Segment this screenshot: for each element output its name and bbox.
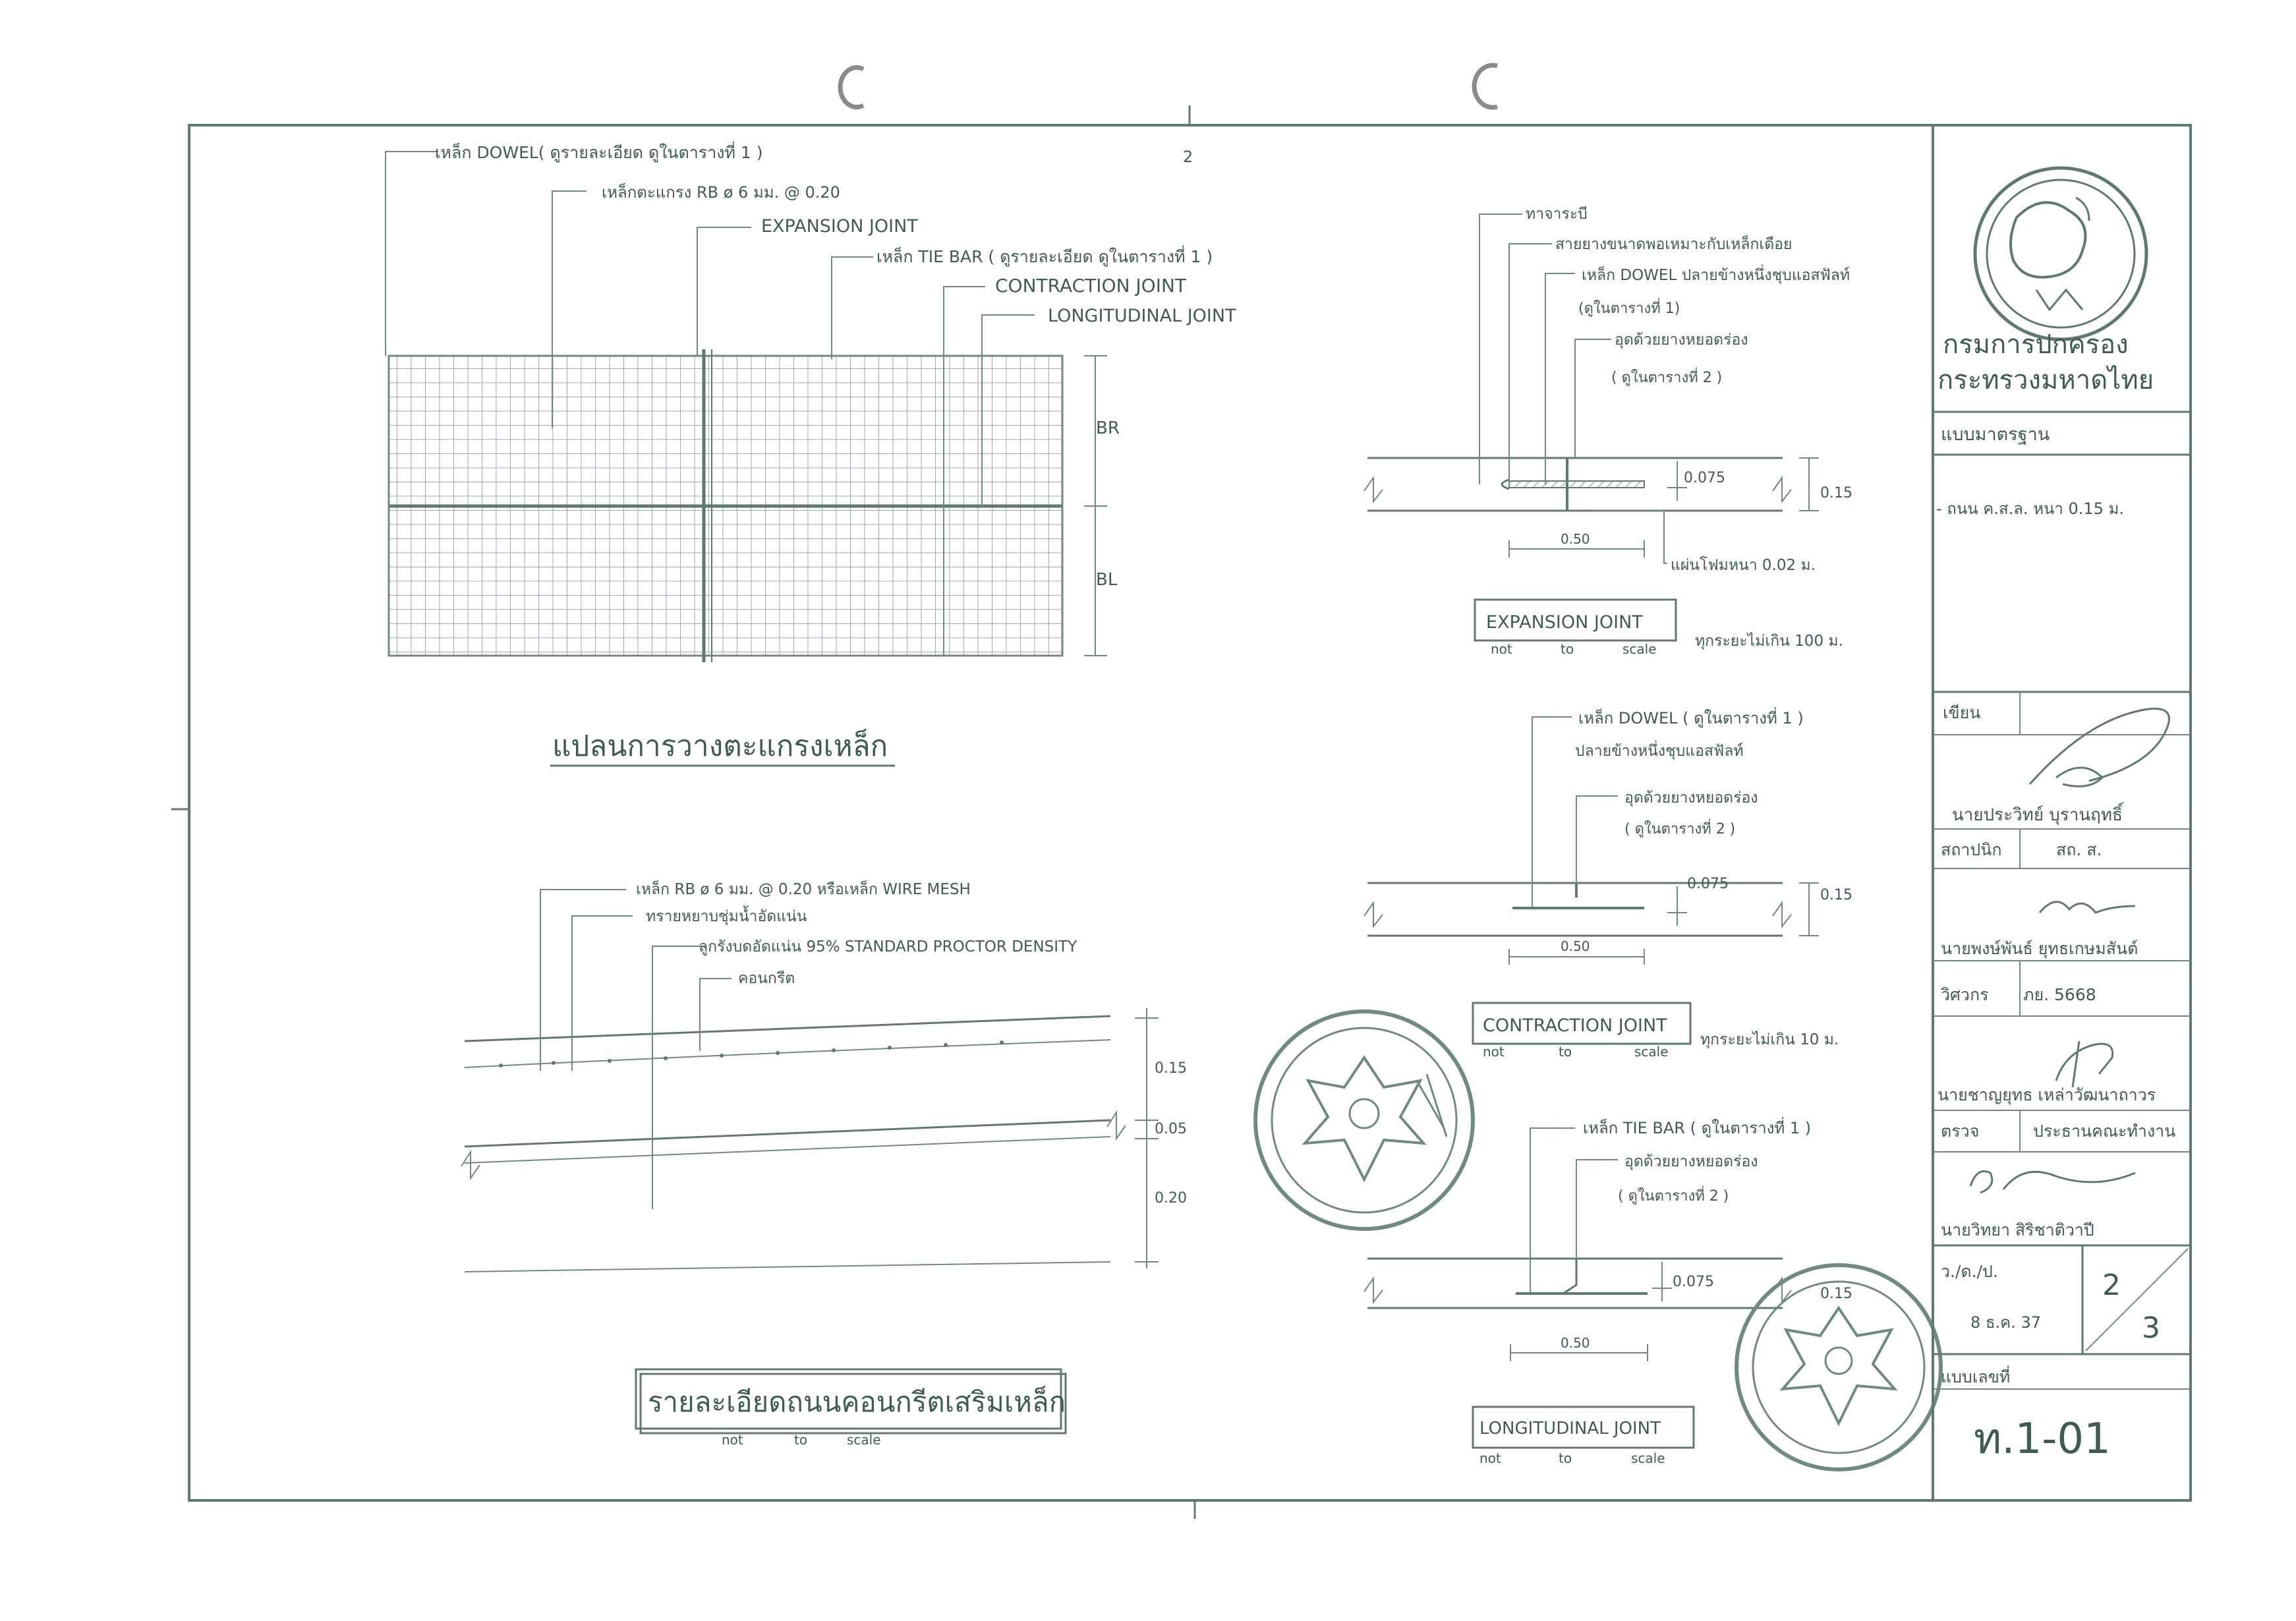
- designer-label: เขียน: [1943, 703, 1981, 722]
- architect-value: สถ. ส.: [2056, 840, 2102, 859]
- concrete-top-line: [465, 1016, 1110, 1041]
- section-dim-1: 0.05: [1155, 1121, 1187, 1137]
- lon-label-seal: อุดด้วยยางหยอดร่อง: [1624, 1153, 1758, 1170]
- exp-dim-len: 0.50: [1561, 531, 1590, 547]
- exp-label-seal-ref: ( ดูในตารางที่ 2 ): [1611, 370, 1723, 386]
- engineer-value: ภย. 5668: [2023, 985, 2096, 1004]
- exp-dim-top: 0.075: [1684, 470, 1725, 486]
- check-label: ตรวจ: [1941, 1122, 1980, 1141]
- architect-signature: [2040, 902, 2135, 913]
- org-line1: กรมการปกครอง: [1943, 329, 2129, 360]
- lon-label-tiebar: เหล็ก TIE BAR ( ดูในตารางที่ 1 ): [1583, 1119, 1812, 1137]
- con-spacing: ทุกระยะไม่เกิน 10 ม.: [1700, 1031, 1839, 1048]
- con-scale-1: to: [1559, 1044, 1572, 1060]
- lon-dim-len: 0.50: [1561, 1335, 1590, 1351]
- sand-bottom-line: [465, 1137, 1110, 1163]
- longitudinal-title: LONGITUDINAL JOINT: [1479, 1419, 1661, 1438]
- section-scale-2: scale: [847, 1432, 881, 1448]
- exp-scale-0: not: [1491, 641, 1512, 657]
- standard-label: แบบมาตรฐาน: [1941, 424, 2050, 445]
- designer-name: นายประวิทย์ บุรานฤทธิ์: [1952, 805, 2123, 825]
- con-dim-thick: 0.15: [1820, 887, 1852, 903]
- con-scale-2: scale: [1634, 1044, 1669, 1060]
- section-label-mesh: เหล็ก RB ø 6 มม. @ 0.20 หรือเหล็ก WIRE MESH: [636, 881, 971, 898]
- plan-view: [386, 141, 1236, 766]
- dim-br: BR: [1096, 418, 1120, 438]
- exp-scale-1: to: [1561, 641, 1574, 657]
- contraction-joint-detail: [1364, 707, 1852, 1060]
- engineer-label: วิศวกร: [1941, 985, 1989, 1004]
- plan-title: แปลนการวางตะแกรงเหล็ก: [552, 729, 888, 763]
- con-dim-len: 0.50: [1561, 938, 1590, 954]
- drawing-number: ท.1-01: [1974, 1415, 2111, 1464]
- exp-label-dowel-ref: (ดูในตารางที่ 1): [1578, 300, 1680, 317]
- ministry-seal: [1975, 168, 2146, 339]
- con-label-dowel: เหล็ก DOWEL ( ดูในตารางที่ 1 ): [1578, 709, 1804, 727]
- plan-label-mesh: เหล็กตะแกรง RB ø 6 มม. @ 0.20: [602, 183, 840, 202]
- mesh-line: [465, 1040, 1110, 1067]
- exp-spacing: ทุกระยะไม่เกิน 100 ม.: [1695, 633, 1843, 650]
- concrete-bottom-line: [465, 1120, 1110, 1147]
- section-label-subgrade: ลูกรังบดอัดแน่น 95% STANDARD PROCTOR DENSITY: [699, 938, 1077, 955]
- stamp-budget-bureau: [1255, 1011, 1473, 1229]
- expansion-joint-detail: [1364, 206, 1852, 657]
- section-dim-2: 0.20: [1155, 1190, 1187, 1207]
- center-mark: 2: [1183, 148, 1193, 166]
- date-value: 8 ธ.ค. 37: [1970, 1313, 2042, 1332]
- org-line2: กระทรวงมหาดไทย: [1937, 365, 2154, 395]
- architect-name: นายพงษ์พันธ์ ยุทธเกษมสันต์: [1941, 939, 2138, 958]
- subgrade-bottom-line: [465, 1262, 1110, 1272]
- engineer-signature: [2056, 1041, 2113, 1087]
- exp-dim-thick: 0.15: [1820, 485, 1852, 501]
- section-title: รายละเอียดถนนคอนกรีตเสริมเหล็ก: [648, 1386, 1066, 1418]
- plan-label-expansion: EXPANSION JOINT: [761, 216, 918, 237]
- sheet-number: 2: [2102, 1268, 2121, 1302]
- lon-dim-top: 0.075: [1673, 1274, 1714, 1290]
- date-label: ว./ด./ป.: [1941, 1262, 1998, 1281]
- lon-scale-0: not: [1479, 1450, 1501, 1466]
- con-scale-0: not: [1483, 1044, 1505, 1060]
- drawing-no-label: แบบเลขที่: [1941, 1367, 2011, 1386]
- lon-scale-1: to: [1559, 1450, 1572, 1466]
- exp-label-seal: อุดด้วยยางหยอดร่อง: [1615, 331, 1748, 349]
- check-value: ประธานคณะทำงาน: [2033, 1122, 2176, 1141]
- plan-label-longitudinal: LONGITUDINAL JOINT: [1048, 306, 1236, 326]
- exp-label-drill: ทาจาระบี: [1526, 206, 1588, 223]
- exp-label-rubber: สายยางขนาดพอเหมาะกับเหล็กเดือย: [1555, 236, 1793, 253]
- con-label-seal-ref: ( ดูในตารางที่ 2 ): [1624, 821, 1736, 838]
- punch-holes: [840, 65, 1497, 107]
- drawing-border: [189, 125, 2191, 1500]
- con-dim-top: 0.075: [1687, 876, 1729, 892]
- section-scale-1: to: [794, 1432, 808, 1448]
- lon-label-seal-ref: ( ดูในตารางที่ 2 ): [1618, 1188, 1729, 1205]
- drawing-description: - ถนน ค.ส.ล. หนา 0.15 ม.: [1936, 499, 2125, 518]
- con-label-dowel2: ปลายข้างหนึ่งชุบแอสฟัลท์: [1575, 743, 1744, 760]
- lon-dim-thick: 0.15: [1820, 1286, 1852, 1302]
- section-dim-0: 0.15: [1155, 1060, 1187, 1077]
- dim-bl: BL: [1096, 570, 1118, 590]
- checker-name: นายวิทยา สิริชาติวาปี: [1941, 1220, 2094, 1239]
- checker-signature: [1970, 1172, 2135, 1193]
- road-section: [461, 879, 1187, 1448]
- exp-scale-2: scale: [1622, 641, 1657, 657]
- exp-label-dowel: เหล็ก DOWEL ปลายข้างหนึ่งชุบแอสฟัลท์: [1582, 267, 1851, 284]
- plan-label-dowel: เหล็ก DOWEL( ดูรายละเอียด ดูในตารางที่ 1 ): [435, 143, 763, 162]
- exp-label-foam: แผ่นโฟมหนา 0.02 ม.: [1671, 557, 1816, 574]
- plan-label-contraction: CONTRACTION JOINT: [995, 275, 1187, 297]
- designer-signature: [2030, 709, 2169, 787]
- expansion-title: EXPANSION JOINT: [1486, 612, 1643, 633]
- architect-label: สถาปนิก: [1941, 840, 2002, 859]
- plan-label-tiebar: เหล็ก TIE BAR ( ดูรายละเอียด ดูในตารางที่ 1 ): [876, 247, 1213, 266]
- sheet-total: 3: [2142, 1311, 2160, 1345]
- con-label-seal: อุดด้วยยางหยอดร่อง: [1624, 789, 1758, 807]
- contraction-title: CONTRACTION JOINT: [1483, 1015, 1667, 1036]
- engineer-name: นายชาญยุทธ เหล่าวัฒนาถาวร: [1937, 1085, 2156, 1104]
- section-scale-0: not: [722, 1432, 743, 1448]
- section-label-sand: ทรายหยาบชุ่มน้ำอัดแน่น: [646, 908, 807, 925]
- lon-scale-2: scale: [1631, 1450, 1665, 1466]
- section-label-concrete: คอนกรีต: [738, 970, 795, 987]
- title-block: [1933, 125, 2191, 1500]
- longitudinal-joint-detail: [1364, 1117, 1852, 1466]
